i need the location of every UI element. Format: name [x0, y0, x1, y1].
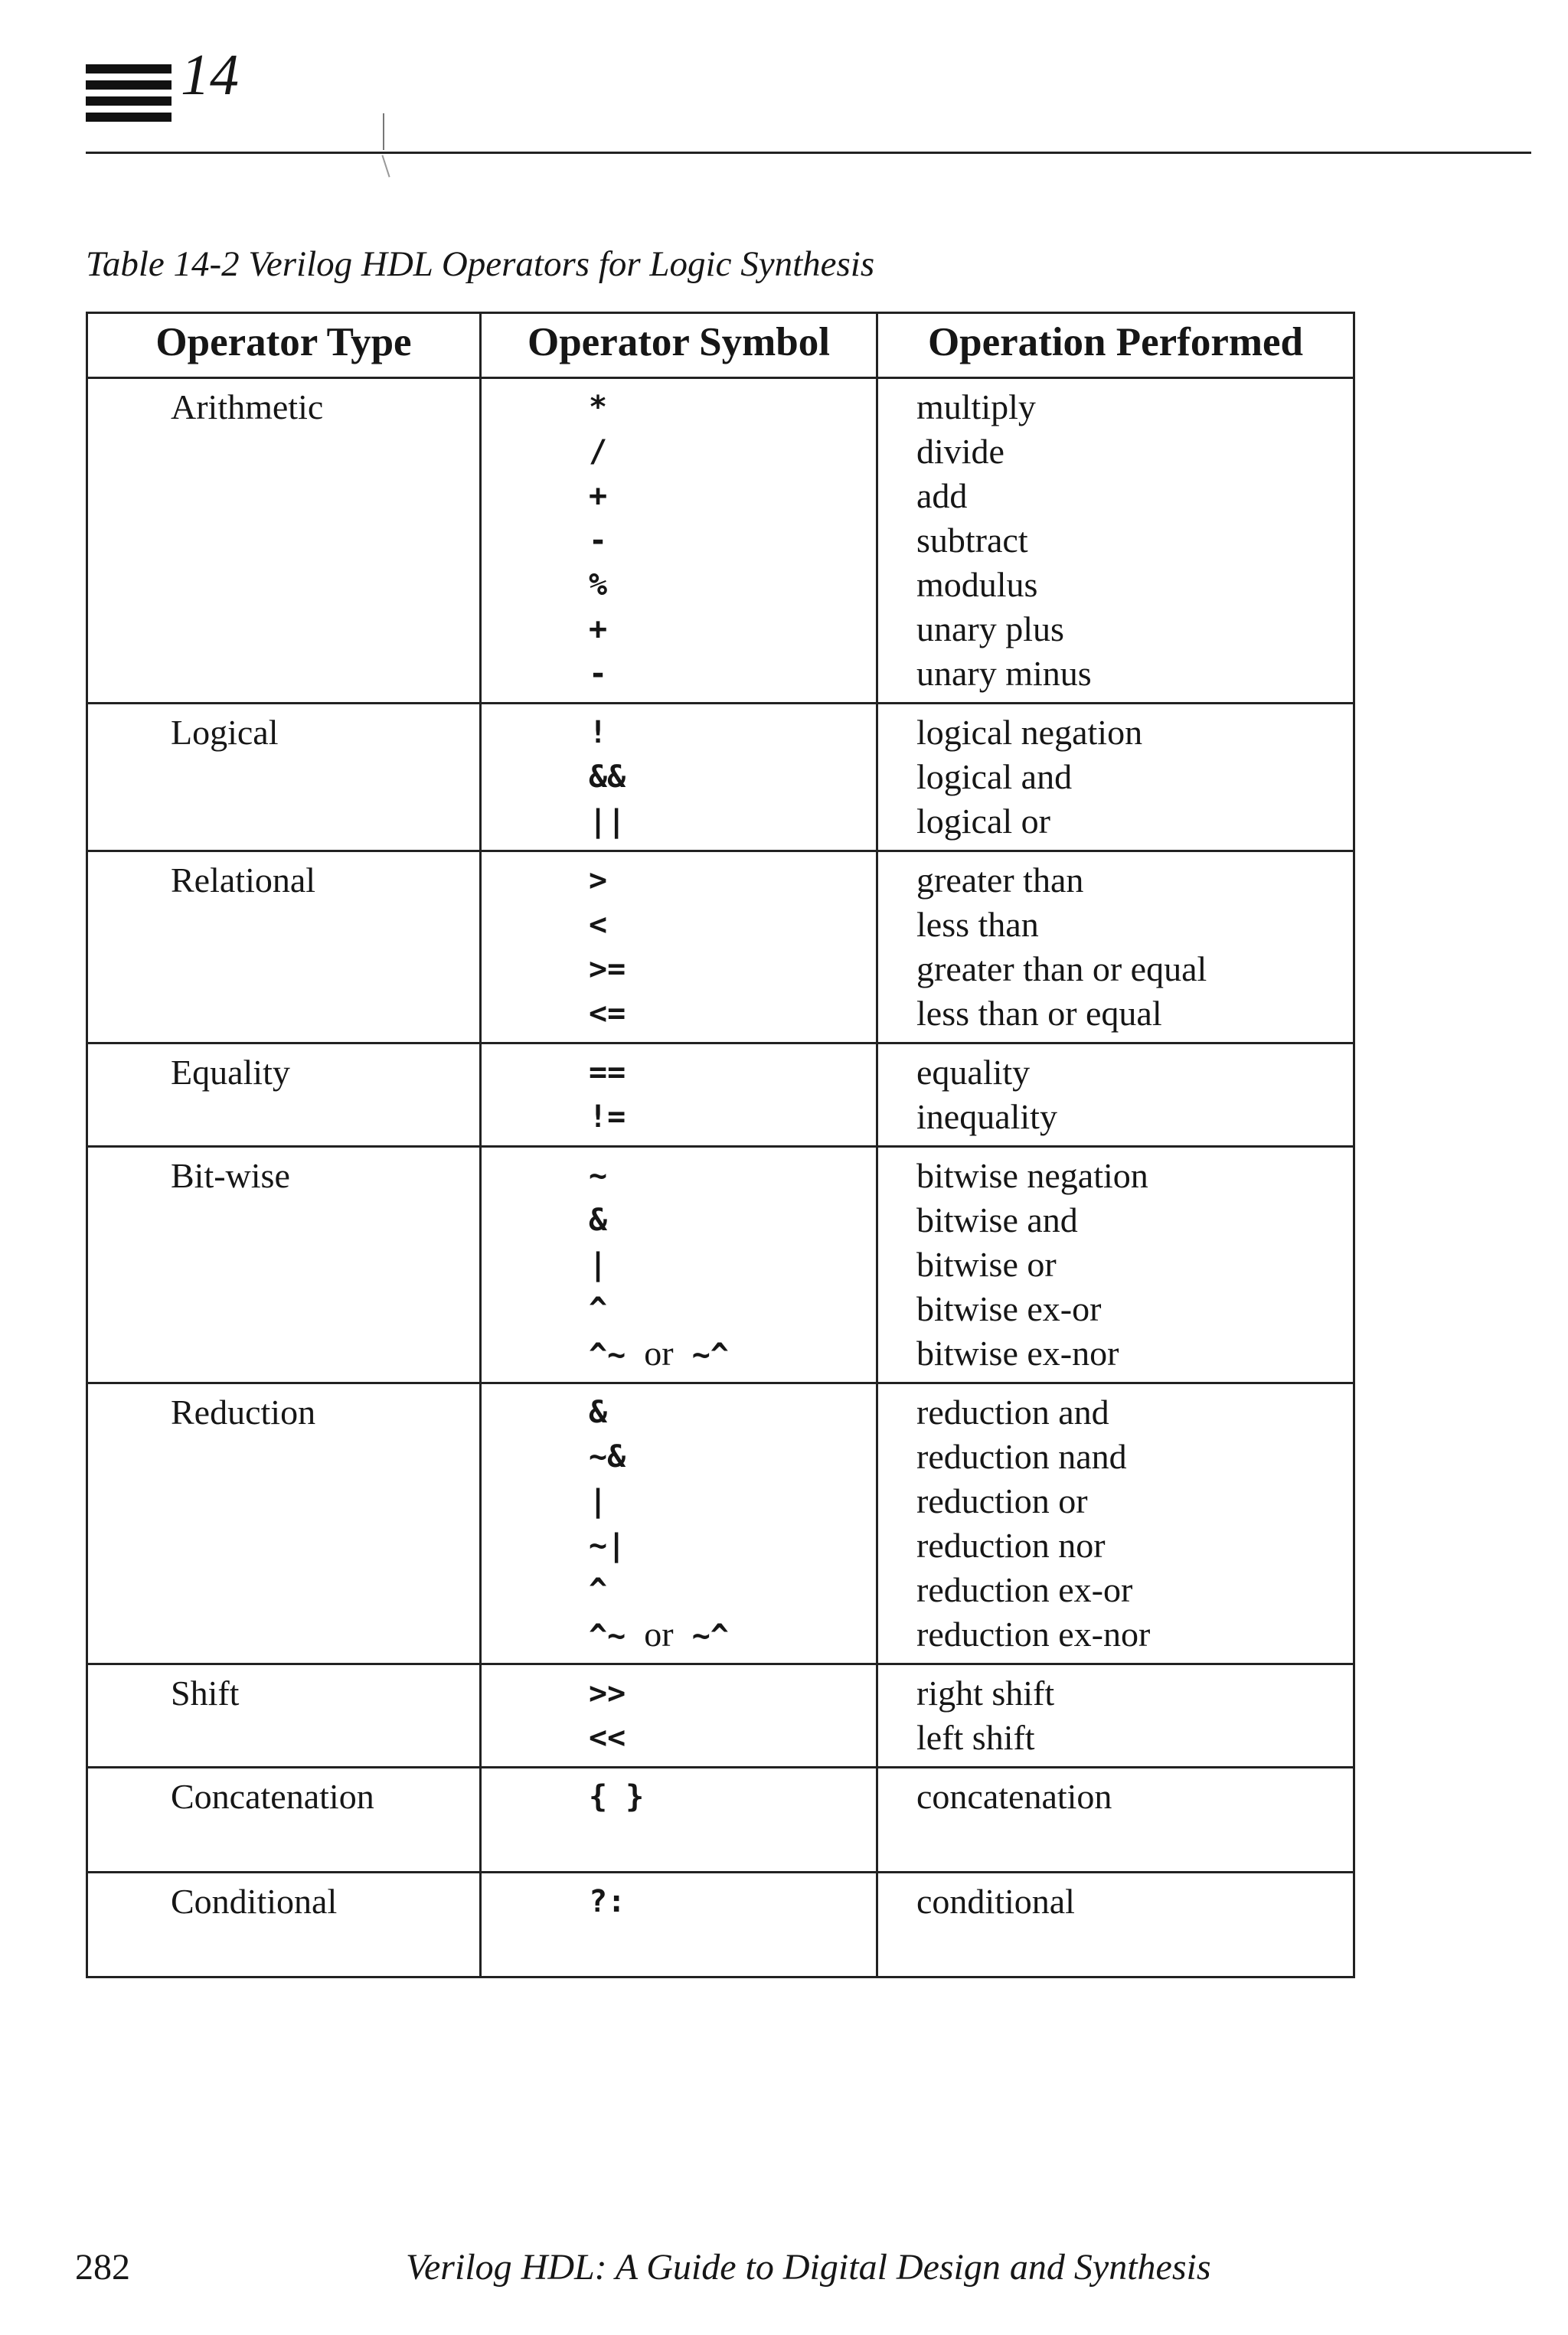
- symbol-or-text: or: [644, 1615, 674, 1654]
- symbol-text: /: [589, 434, 608, 469]
- table-row: [87, 851, 1354, 1043]
- operator-type-cell: [87, 1768, 481, 1873]
- operation-performed: unary plus: [916, 609, 1064, 648]
- operation-performed: inequality: [916, 1097, 1057, 1136]
- table-row: [87, 1383, 1354, 1664]
- column-header-operator-type: Operator Type: [87, 313, 481, 378]
- operator-symbol: [589, 755, 876, 799]
- symbol-text: ~: [589, 1158, 608, 1194]
- header-rule: [86, 152, 1531, 154]
- header-tick-mark: [383, 113, 384, 150]
- operator-symbol: [589, 652, 876, 696]
- page-number: 282: [75, 2247, 130, 2288]
- operation-performed: bitwise ex-or: [916, 1289, 1102, 1328]
- operator-symbol: [589, 710, 876, 755]
- operator-symbol-cell: [481, 704, 877, 851]
- operator-type: Concatenation: [171, 1777, 374, 1816]
- symbol-text: <=: [589, 996, 626, 1031]
- symbol-text: ^~: [589, 1618, 626, 1654]
- symbol-text: +: [589, 478, 608, 514]
- operator-type-cell: [87, 1873, 481, 1977]
- operation-performed: greater than: [916, 861, 1084, 900]
- operation-performed: left shift: [916, 1718, 1035, 1757]
- operation-performed-cell: [877, 1664, 1354, 1768]
- operation-performed-cell: [877, 1147, 1354, 1383]
- operator-symbol: [589, 1198, 876, 1243]
- operation-performed: concatenation: [916, 1777, 1112, 1816]
- operation-performed: logical and: [916, 757, 1073, 796]
- operator-symbol: [589, 1716, 876, 1760]
- symbol-text: &&: [589, 759, 626, 795]
- operator-type-cell: [87, 1664, 481, 1768]
- operation-performed: greater than or equal: [916, 949, 1207, 988]
- operator-symbol: [589, 1050, 876, 1095]
- operation-performed: subtract: [916, 521, 1028, 560]
- operator-symbol: [589, 1568, 876, 1612]
- operator-symbol: [589, 563, 876, 607]
- operation-performed: logical negation: [916, 713, 1143, 752]
- operator-symbol: [589, 903, 876, 947]
- symbol-text: -: [589, 523, 608, 558]
- operator-symbol: [589, 1879, 876, 1924]
- operation-performed: reduction nor: [916, 1526, 1106, 1565]
- operation-performed: modulus: [916, 565, 1038, 604]
- table-caption: Table 14-2 Verilog HDL Operators for Logic Synthesis: [86, 244, 875, 284]
- operation-performed: reduction nand: [916, 1437, 1127, 1476]
- operator-symbol: [589, 1154, 876, 1198]
- operation-performed: bitwise negation: [916, 1156, 1148, 1195]
- symbol-text: !: [589, 715, 608, 750]
- operator-type: Reduction: [171, 1393, 316, 1432]
- operation-performed: less than or equal: [916, 994, 1162, 1033]
- operator-type-cell: [87, 378, 481, 704]
- symbol-text: { }: [589, 1779, 645, 1814]
- symbol-text: +: [589, 612, 608, 647]
- operator-symbol-cell: [481, 1383, 877, 1664]
- operation-performed: reduction ex-or: [916, 1570, 1133, 1609]
- operator-symbol-cell: [481, 1043, 877, 1147]
- operators-table-container: [86, 312, 1353, 1978]
- symbol-alt-text: ~^: [691, 1618, 729, 1654]
- operation-performed-cell: [877, 704, 1354, 851]
- operator-symbol: [589, 1331, 876, 1376]
- operator-type: Shift: [171, 1674, 240, 1713]
- symbol-text: ~|: [589, 1528, 626, 1563]
- column-header-operation-performed: Operation Performed: [877, 313, 1354, 378]
- operator-type: Bit-wise: [171, 1156, 290, 1195]
- symbol-text: ~&: [589, 1439, 626, 1474]
- operation-performed: reduction and: [916, 1393, 1109, 1432]
- operation-performed: bitwise and: [916, 1200, 1078, 1239]
- operator-symbol: [589, 1287, 876, 1331]
- symbol-text: *: [589, 390, 608, 425]
- operation-performed: less than: [916, 905, 1039, 944]
- operator-symbol: [589, 1435, 876, 1479]
- operation-performed: bitwise or: [916, 1245, 1057, 1284]
- column-header-operator-symbol: Operator Symbol: [481, 313, 877, 378]
- operator-symbol: [589, 1095, 876, 1139]
- operator-symbol: [589, 947, 876, 991]
- operator-type: Equality: [171, 1053, 290, 1092]
- header-tick-mark-lower: [381, 155, 390, 177]
- operator-symbol: [589, 385, 876, 429]
- operator-type-cell: [87, 1147, 481, 1383]
- table-row: [87, 704, 1354, 851]
- table-body: [87, 378, 1354, 1977]
- symbol-text: !=: [589, 1099, 626, 1135]
- symbol-text: &: [589, 1395, 608, 1430]
- symbol-text: <<: [589, 1720, 626, 1755]
- symbol-text: >>: [589, 1676, 626, 1711]
- operator-symbol: [589, 1479, 876, 1523]
- table-row: [87, 378, 1354, 704]
- operation-performed: add: [916, 476, 968, 515]
- operation-performed: equality: [916, 1053, 1031, 1092]
- symbol-text: >: [589, 863, 608, 898]
- operator-symbol: [589, 1612, 876, 1657]
- symbol-text: >=: [589, 952, 626, 987]
- symbol-alt-text: ~^: [691, 1337, 729, 1373]
- operator-type: Arithmetic: [171, 387, 324, 426]
- operator-symbol: [589, 799, 876, 844]
- operator-symbol: [589, 1523, 876, 1568]
- operation-performed: multiply: [916, 387, 1036, 426]
- symbol-text: ==: [589, 1055, 626, 1090]
- book-title: Verilog HDL: A Guide to Digital Design and Synthesis: [406, 2247, 1211, 2288]
- operator-symbol: [589, 607, 876, 652]
- operator-symbol-cell: [481, 851, 877, 1043]
- symbol-text: ^: [589, 1572, 608, 1608]
- table-row: [87, 1768, 1354, 1873]
- symbol-text: ?:: [589, 1884, 626, 1919]
- operator-type: Logical: [171, 713, 279, 752]
- operator-symbol-cell: [481, 1873, 877, 1977]
- operation-performed-cell: [877, 378, 1354, 704]
- operation-performed: reduction or: [916, 1481, 1088, 1520]
- operator-symbol-cell: [481, 1768, 877, 1873]
- symbol-text: ^~: [589, 1337, 626, 1373]
- symbol-text: &: [589, 1203, 608, 1238]
- operation-performed-cell: [877, 851, 1354, 1043]
- operators-table: [86, 312, 1355, 1978]
- operator-symbol: [589, 1671, 876, 1716]
- operator-symbol: [589, 1390, 876, 1435]
- table-header-row: [87, 313, 1354, 378]
- operator-symbol: [589, 1775, 876, 1819]
- symbol-or-text: or: [644, 1334, 674, 1373]
- operator-type: Relational: [171, 861, 316, 900]
- operator-symbol: [589, 429, 876, 474]
- operation-performed: bitwise ex-nor: [916, 1334, 1119, 1373]
- operation-performed: conditional: [916, 1882, 1075, 1921]
- operator-symbol-cell: [481, 1664, 877, 1768]
- symbol-text: ||: [589, 804, 626, 839]
- operator-symbol: [589, 474, 876, 518]
- operator-symbol: [589, 1243, 876, 1287]
- table-row: [87, 1664, 1354, 1768]
- operator-type-cell: [87, 851, 481, 1043]
- operation-performed: divide: [916, 432, 1004, 471]
- operator-symbol: [589, 518, 876, 563]
- operator-symbol: [589, 858, 876, 903]
- symbol-text: -: [589, 656, 608, 691]
- operator-type-cell: [87, 1383, 481, 1664]
- operator-type-cell: [87, 704, 481, 851]
- operator-symbol: [589, 991, 876, 1036]
- operation-performed-cell: [877, 1768, 1354, 1873]
- operator-symbol-cell: [481, 378, 877, 704]
- operation-performed: right shift: [916, 1674, 1055, 1713]
- symbol-text: %: [589, 567, 608, 603]
- operation-performed-cell: [877, 1873, 1354, 1977]
- operator-type: Conditional: [171, 1882, 338, 1921]
- operation-performed-cell: [877, 1383, 1354, 1664]
- symbol-text: <: [589, 907, 608, 942]
- operation-performed: unary minus: [916, 654, 1092, 693]
- symbol-text: |: [589, 1484, 608, 1519]
- operation-performed-cell: [877, 1043, 1354, 1147]
- operation-performed: reduction ex-nor: [916, 1615, 1151, 1654]
- operator-type-cell: [87, 1043, 481, 1147]
- table-row: [87, 1873, 1354, 1977]
- chapter-number: 14: [181, 43, 239, 107]
- operator-symbol-cell: [481, 1147, 877, 1383]
- symbol-text: |: [589, 1247, 608, 1282]
- symbol-text: ^: [589, 1292, 608, 1327]
- table-row: [87, 1147, 1354, 1383]
- chapter-marker-icon: [86, 64, 172, 129]
- table-row: [87, 1043, 1354, 1147]
- operation-performed: logical or: [916, 802, 1050, 841]
